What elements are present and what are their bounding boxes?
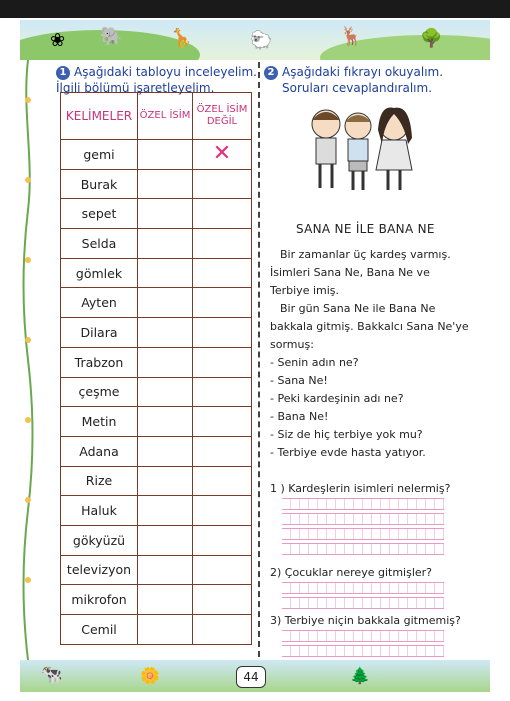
ozel-isim-cell[interactable] (138, 347, 193, 377)
word-classification-table (60, 92, 252, 645)
question-1: 1 ) Kardeşlerin isimleri nelermiş? (270, 482, 451, 495)
word-cell: Ayten (61, 288, 138, 318)
question-number-badge: 1 (56, 66, 70, 80)
ozel-isim-cell[interactable] (138, 407, 193, 437)
instruction-line: Soruları cevaplandıralım. (282, 81, 433, 95)
table-row (61, 288, 252, 318)
ozel-isim-degil-cell[interactable] (193, 140, 252, 170)
story-line: bakkala gitmiş. Bakkalcı Sana Ne'ye (270, 320, 469, 333)
vine-border (22, 60, 34, 660)
ozel-isim-cell[interactable] (138, 615, 193, 645)
table-row (61, 615, 252, 645)
word-cell: Burak (61, 169, 138, 199)
column-divider (258, 62, 260, 657)
word-cell: çeşme (61, 377, 138, 407)
ozel-isim-degil-cell[interactable] (193, 288, 252, 318)
story-line: Terbiye imiş. (270, 284, 340, 297)
ozel-isim-cell[interactable] (138, 377, 193, 407)
ozel-isim-degil-cell[interactable] (193, 169, 252, 199)
question-2: 2) Çocuklar nereye gitmişler? (270, 566, 433, 579)
x-mark-icon: ✕ (212, 141, 232, 167)
ozel-isim-degil-cell[interactable] (193, 318, 252, 348)
top-banner-illustration (20, 20, 490, 60)
story-text (270, 246, 480, 462)
instruction-line: İlgili bölümü işaretleyelim. (56, 81, 215, 95)
instruction-line: Aşağıdaki tabloyu inceleyelim. (74, 65, 257, 79)
word-cell: televizyon (61, 555, 138, 585)
ozel-isim-cell[interactable] (138, 169, 193, 199)
ozel-isim-degil-cell[interactable] (193, 407, 252, 437)
table-row (61, 496, 252, 526)
animal-icon: 🐄 (40, 664, 63, 685)
ozel-isim-cell[interactable] (138, 229, 193, 259)
ozel-isim-cell[interactable] (138, 140, 193, 170)
ozel-isim-degil-cell[interactable] (193, 229, 252, 259)
ozel-isim-degil-cell[interactable] (193, 525, 252, 555)
answer-lines (282, 630, 444, 660)
ozel-isim-degil-cell[interactable] (193, 347, 252, 377)
story-line: sormuş: (270, 338, 314, 351)
ozel-isim-cell[interactable] (138, 585, 193, 615)
answer-lines (282, 498, 444, 558)
table-row (61, 466, 252, 496)
story-title: SANA NE İLE BANA NE (296, 222, 435, 236)
ozel-isim-cell[interactable] (138, 288, 193, 318)
animal-icon: 🦒 (170, 28, 193, 49)
word-cell: Trabzon (61, 347, 138, 377)
ozel-isim-degil-cell[interactable] (193, 377, 252, 407)
word-cell: Cemil (61, 615, 138, 645)
table-row (61, 318, 252, 348)
word-cell: sepet (61, 199, 138, 229)
ozel-isim-cell[interactable] (138, 199, 193, 229)
table-row (61, 407, 252, 437)
story-line: - Terbiye evde hasta yatıyor. (270, 446, 426, 459)
ozel-isim-degil-cell[interactable] (193, 555, 252, 585)
table-row (61, 169, 252, 199)
instruction-line: Aşağıdaki fıkrayı okuyalım. (282, 65, 444, 79)
ozel-isim-degil-cell[interactable] (193, 585, 252, 615)
word-cell: Rize (61, 466, 138, 496)
word-cell: Metin (61, 407, 138, 437)
ozel-isim-cell[interactable] (138, 496, 193, 526)
right-instruction (264, 64, 443, 96)
animal-icon: 🐘 (100, 26, 123, 47)
story-line: - Senin adın ne? (270, 356, 359, 369)
word-cell: Dilara (61, 318, 138, 348)
word-cell: gemi (61, 140, 138, 170)
table-row (61, 258, 252, 288)
question-number-badge: 2 (264, 66, 278, 80)
ozel-isim-cell[interactable] (138, 258, 193, 288)
table-row (61, 585, 252, 615)
header-ozel-isim: ÖZEL İSİM (138, 93, 193, 140)
table-row (61, 347, 252, 377)
ozel-isim-degil-cell[interactable] (193, 466, 252, 496)
flower-icon: 🌼 (140, 666, 160, 685)
story-line: Bir gün Sana Ne ile Bana Ne (280, 302, 436, 315)
story-line: - Sana Ne! (270, 374, 328, 387)
page-number: 44 (236, 666, 266, 688)
word-cell: mikrofon (61, 585, 138, 615)
story-line: - Siz de hiç terbiye yok mu? (270, 428, 423, 441)
animal-icon: 🐑 (250, 30, 273, 51)
word-cell: Adana (61, 436, 138, 466)
ozel-isim-cell[interactable] (138, 436, 193, 466)
table-row (61, 555, 252, 585)
ozel-isim-cell[interactable] (138, 555, 193, 585)
ozel-isim-degil-cell[interactable] (193, 258, 252, 288)
table-row (61, 140, 252, 170)
flower-icon: ❀ (50, 30, 66, 51)
story-line: Bir zamanlar üç kardeş varmış. (280, 248, 451, 261)
tree-icon: 🌳 (420, 28, 443, 49)
ozel-isim-degil-cell[interactable] (193, 199, 252, 229)
three-children-illustration (296, 104, 426, 194)
word-cell: gökyüzü (61, 525, 138, 555)
word-cell: Haluk (61, 496, 138, 526)
header-kelimeler: KELİMELER (61, 93, 138, 140)
ozel-isim-cell[interactable] (138, 525, 193, 555)
story-line: - Bana Ne! (270, 410, 329, 423)
ozel-isim-cell[interactable] (138, 318, 193, 348)
table-row (61, 199, 252, 229)
table-row (61, 525, 252, 555)
table-row (61, 377, 252, 407)
table-row (61, 229, 252, 259)
ozel-isim-degil-cell[interactable] (193, 615, 252, 645)
story-line: İsimleri Sana Ne, Bana Ne ve (270, 266, 430, 279)
tree-icon: 🌲 (350, 666, 370, 685)
top-black-bar (0, 0, 510, 18)
question-3: 3) Terbiye niçin bakkala gitmemiş? (270, 614, 461, 627)
answer-lines (282, 582, 444, 612)
word-cell: Selda (61, 229, 138, 259)
word-cell: gömlek (61, 258, 138, 288)
story-line: - Peki kardeşinin adı ne? (270, 392, 404, 405)
ozel-isim-degil-cell[interactable] (193, 496, 252, 526)
animal-icon: 🦌 (340, 26, 363, 47)
header-ozel-isim-degil: ÖZEL İSİM DEĞİL (193, 93, 252, 140)
ozel-isim-cell[interactable] (138, 466, 193, 496)
table-row (61, 436, 252, 466)
ozel-isim-degil-cell[interactable] (193, 436, 252, 466)
